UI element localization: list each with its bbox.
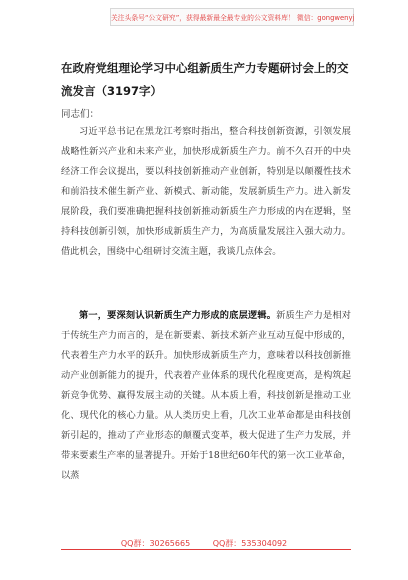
footer-qq-group-2: QQ群：535304092 [212,539,288,548]
paragraph-first-point [61,306,351,486]
header-banner [110,8,354,26]
section-body: 新质生产力是相对于传统生产力而言的，是在新要素、新技术新产业互动互促中形成的，代表着生产力水平的跃升。加快形成新质生产力，意味着以科技创新推动产业创新能力的提升，代表着产业体系的现代化程度更高，是构筑起新竞争优势、赢得发展主动的关键。从本质上看，科技创新是推动工业化、现代化的核心力量。从人类历史上看，几次工业革命都是由科技创新引起的，推动了产业形态的颠覆式变革，极大促进了生产力发展，并带来要素生产率的显著提升。开始于18世纪60年代的第一次工业革命，以蒸 [61,310,351,481]
paragraph-intro: 习近平总书记在黑龙江考察时指出，整合科技创新资源，引领发展战略性新兴产业和未来产业，加快形成新质生产力。前不久召开的中央经济工作会议提出，要以科技创新推动产业创新，特别是以颠覆性技术和前沿技术催生新产业、新模式、新动能，发展新质生产力。进入新发展阶段，我们要准确把握科技创新推动新质生产力形成的内在逻辑，坚持科技创新引领，加快形成新质生产力，为高质量发展注入强大动力。借此机会，围绕中心组研讨交流主题，我谈几点体会。 [61,126,351,257]
footer-underline [61,549,351,550]
greeting: 同志们： [61,109,100,120]
banner-text: 关注头条号“公文研究”，获得最新最全最专业的公文资料库！ 微信：gongwenyj [111,14,355,22]
section-heading: 第一，要深刻认识新质生产力形成的底层逻辑。 [79,310,277,321]
document-title: 在政府党组理论学习中心组新质生产力专题研讨会上的交流发言（3197字） [61,61,349,98]
footer-qq-group-1: QQ群：30265665 [120,539,191,548]
footer [0,538,408,549]
